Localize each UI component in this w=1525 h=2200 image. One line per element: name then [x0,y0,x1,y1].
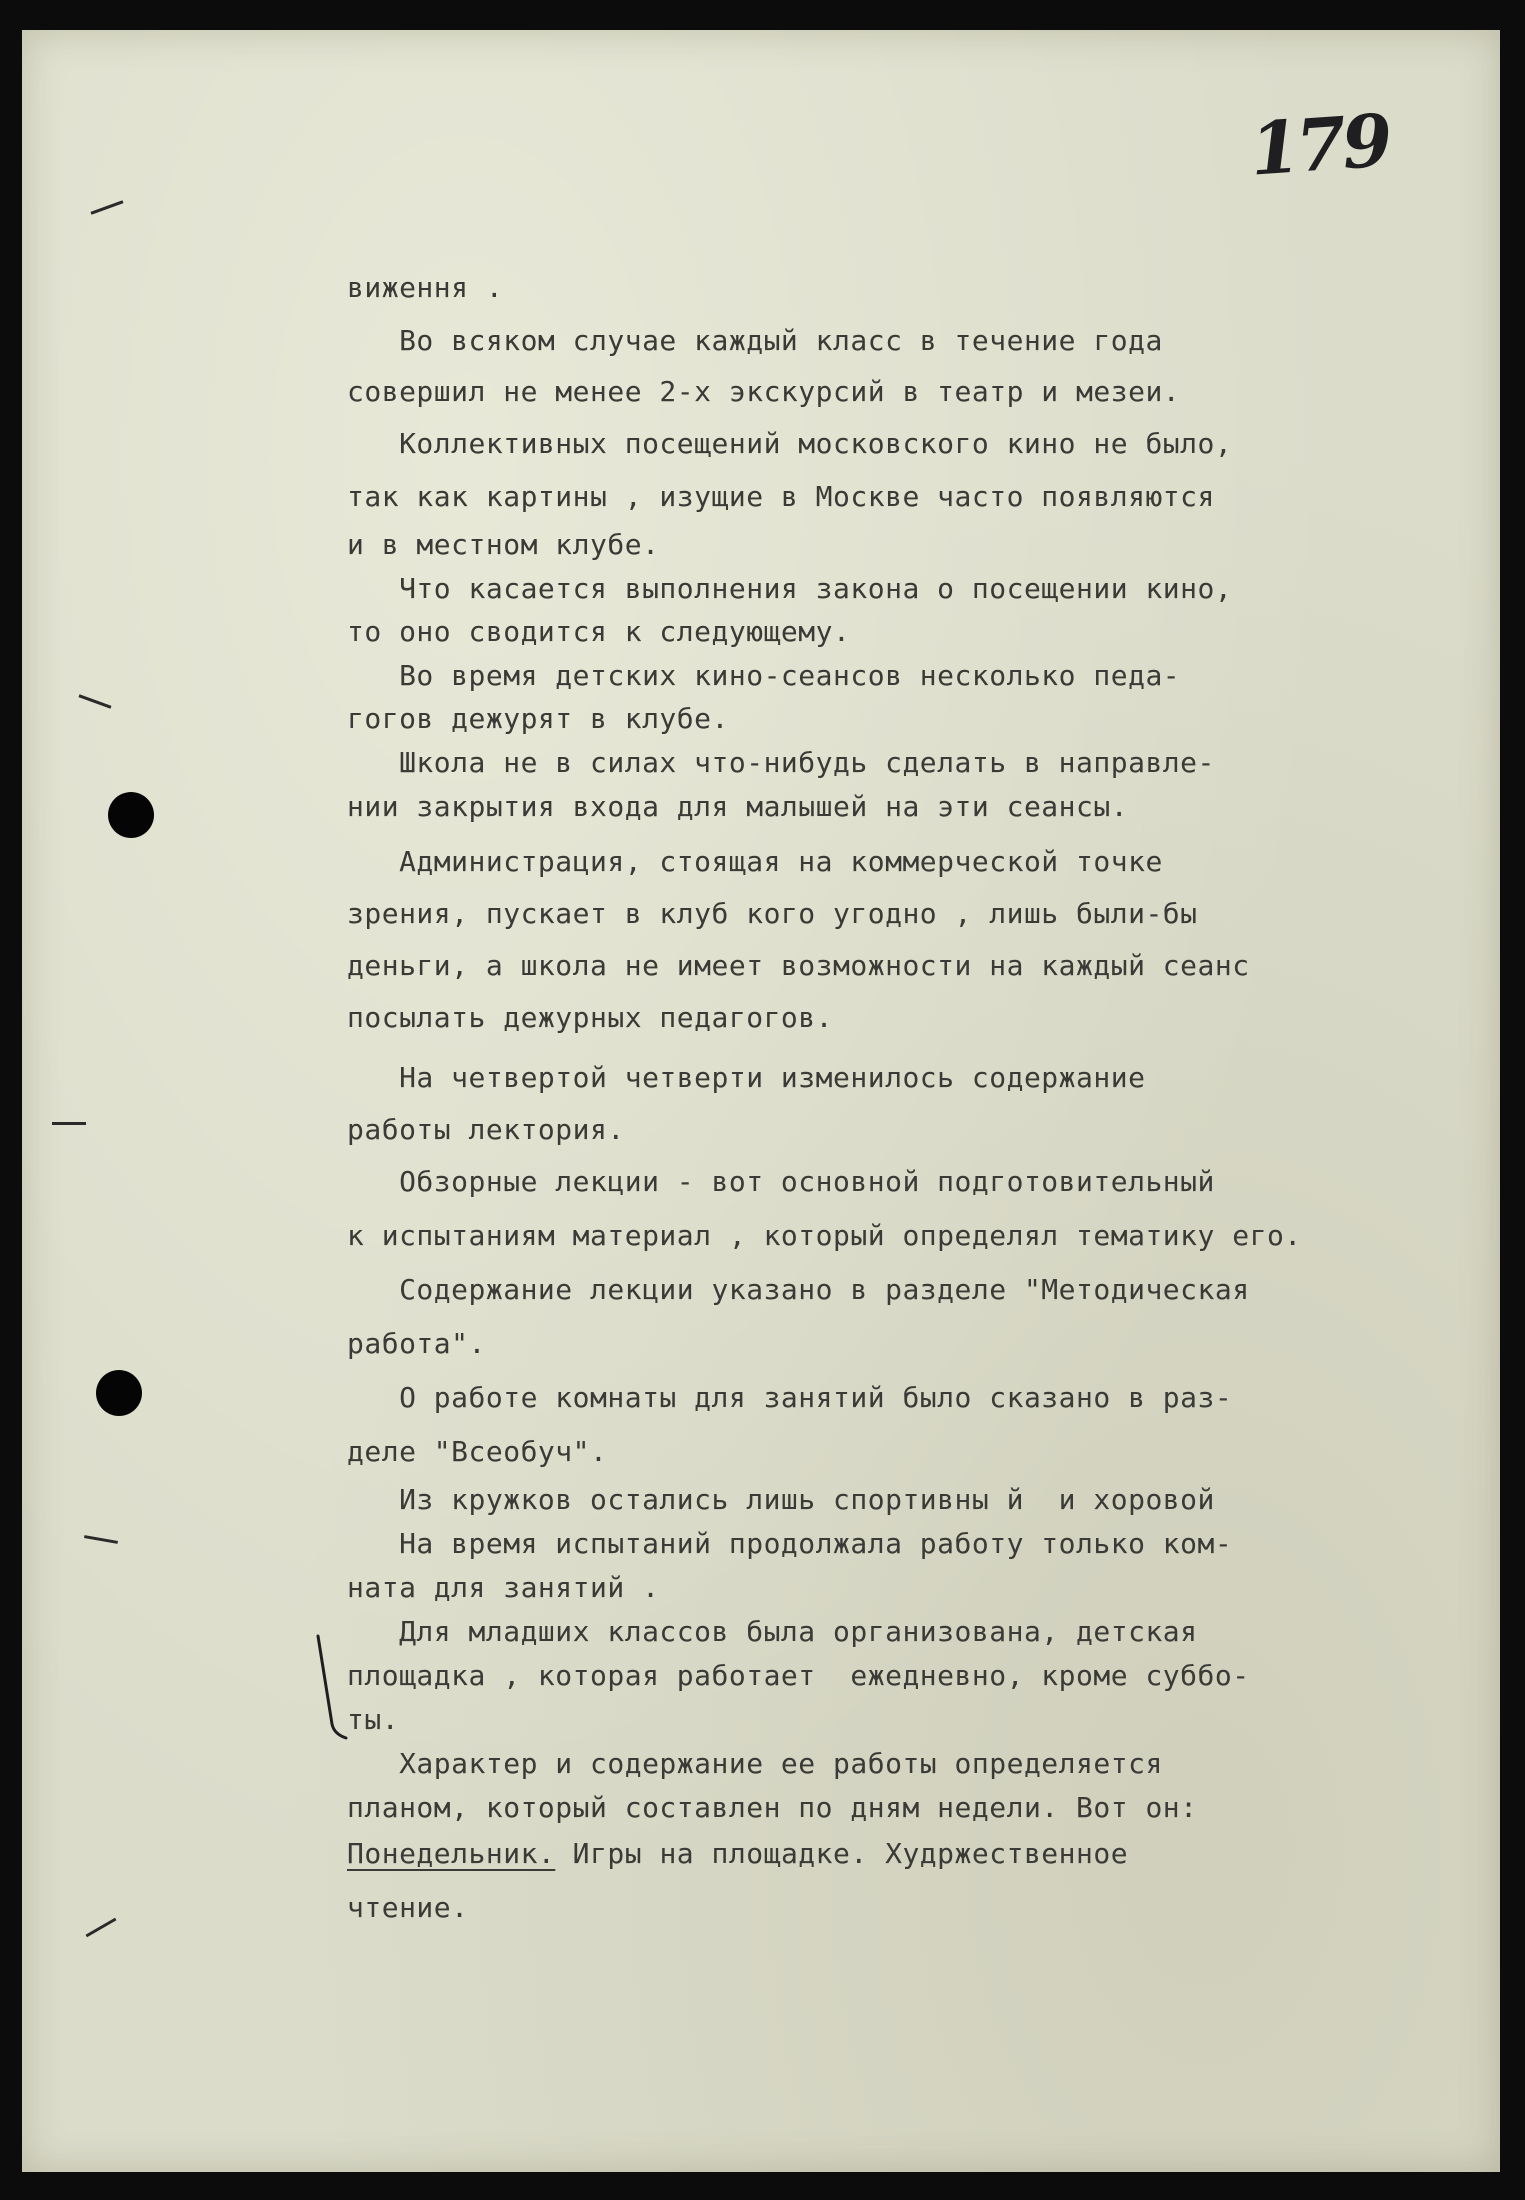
binding-mark [52,1122,86,1125]
text-line: Во время детских кино-сеансов несколько педа- [347,659,1181,692]
text-line: Содержание лекции указано в разделе "Методическая [347,1273,1250,1306]
text-line: к испытаниям материал , который определял тематику его. [347,1219,1302,1252]
text-line: ната для занятий . [347,1571,660,1604]
text-line: Администрация, стоящая на коммерческой точке [347,845,1163,878]
text-line: совершил не менее 2-х экскурсий в театр и мезеи. [347,375,1181,408]
text-line: и в местном клубе. [347,528,660,561]
text-line: то оно сводится к следующему. [347,615,851,648]
text-line: Для младших классов была организована, детская [347,1615,1198,1648]
monday-activities: Игры на площадке. Худржественное [555,1837,1129,1870]
text-line: так как картины , изущие в Москве часто появляются [347,480,1215,513]
text-line: Характер и содержание ее работы определяется [347,1747,1163,1780]
text-line: О работе комнаты для занятий было сказано в раз- [347,1381,1233,1414]
text-line: Что касается выполнения закона о посещении кино, [347,572,1233,605]
text-line: ты. [347,1703,400,1736]
text-line: площадка , которая работает ежедневно, кроме суббо- [347,1659,1250,1692]
text-line: чтение. [347,1891,469,1924]
text-line: Школа не в силах что-нибудь сделать в направле- [347,746,1215,779]
text-line: Обзорные лекции - вот основной подготовительный [347,1165,1215,1198]
punch-hole [96,1370,142,1416]
text-line: На четвертой четверти изменилось содержание [347,1061,1146,1094]
text-line: На время испытаний продолжала работу только ком- [347,1527,1233,1560]
text-line: Из кружков остались лишь спортивны й и хоровой [347,1483,1215,1516]
text-line: деньги, а школа не имеет возможности на каждый сеанс [347,949,1250,982]
text-line: деле "Всеобуч". [347,1435,608,1468]
document-page [22,30,1500,2172]
text-line: гогов дежурят в клубе. [347,702,729,735]
text-line: посылать дежурных педагогов. [347,1001,834,1034]
text-line: зрения, пускает в клуб кого угодно , лишь были-бы [347,897,1198,930]
text-line-monday [347,1836,1128,1872]
typed-text-body [22,30,1500,2172]
text-line: виження . [347,271,504,304]
text-line: работа". [347,1327,486,1360]
page-number: 179 [1247,97,1392,192]
text-line: Коллективных посещений московского кино не было, [347,427,1233,460]
text-line: работы лектория. [347,1113,625,1146]
underlined-day-heading: Понедельник. [347,1837,556,1870]
text-line: планом, который составлен по дням недели. Вот он: [347,1791,1198,1824]
text-line: Во всяком случае каждый класс в течение года [347,324,1163,357]
punch-hole [108,792,154,838]
margin-bracket-mark [312,1634,352,1740]
text-line: нии закрытия входа для малышей на эти сеансы. [347,790,1129,823]
